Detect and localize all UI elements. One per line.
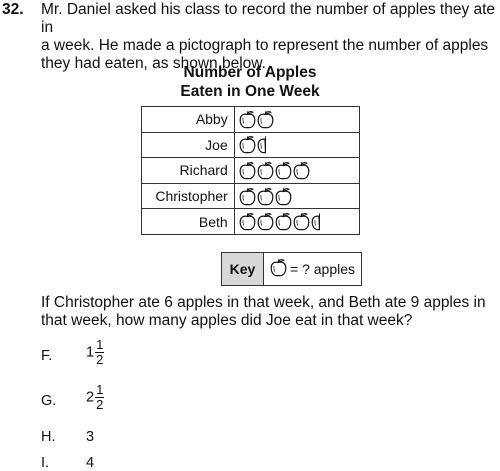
pictograph-table	[141, 106, 360, 235]
pictograph-row	[142, 209, 360, 235]
pictograph-row	[142, 107, 360, 133]
option-whole: 2	[86, 389, 95, 406]
question-stem-line: Mr. Daniel asked his class to record the number of apples they ate in	[41, 1, 496, 36]
fraction-denominator: 2	[96, 397, 104, 412]
pictograph-title-line-2: Eaten in One Week	[180, 83, 320, 100]
apple-icon	[257, 213, 275, 230]
question-prompt-line: that week, how many apples did Joe eat in that week?	[41, 312, 413, 329]
row-name: Abby	[142, 107, 235, 133]
option-value	[86, 429, 94, 445]
key-text: = ? apples	[290, 261, 355, 277]
question-stem-line: they had eaten, as shown below.	[41, 55, 266, 72]
apple-icon	[239, 111, 257, 128]
row-name: Richard	[142, 158, 235, 184]
option-value	[86, 383, 104, 412]
apple-icon	[257, 111, 275, 128]
row-icons	[234, 107, 359, 133]
pictograph-row	[142, 158, 360, 184]
row-icons	[234, 158, 359, 184]
fraction-numerator: 1	[96, 382, 104, 397]
fraction-denominator: 2	[96, 352, 104, 367]
row-icons	[234, 132, 359, 158]
pictograph-row	[142, 183, 360, 209]
question-prompt	[41, 294, 496, 330]
apple-icon	[275, 162, 293, 179]
question-stem-line: a week. He made a pictograph to represent the number of apples	[41, 37, 489, 54]
question-prompt-line: If Christopher ate 6 apples in that week, and Beth ate 9 apples in	[41, 294, 486, 311]
question-number: 32.	[2, 1, 24, 18]
pictograph-key	[221, 252, 362, 286]
row-icons	[234, 209, 359, 235]
apple-icon	[239, 162, 257, 179]
option-letter: F.	[41, 348, 53, 364]
question-stem	[41, 1, 496, 73]
option-value	[86, 338, 104, 367]
row-name: Joe	[142, 132, 235, 158]
option-whole: 1	[86, 344, 95, 361]
option-letter: H.	[41, 429, 56, 445]
apple-icon	[257, 187, 275, 204]
option-letter: G.	[41, 393, 57, 409]
option-fraction	[95, 338, 104, 367]
option-letter: I.	[41, 455, 50, 471]
pictograph-title-line-1: Number of Apples	[183, 64, 317, 81]
option-whole: 4	[86, 455, 95, 471]
apple-icon	[270, 258, 290, 280]
row-name: Christopher	[142, 183, 235, 209]
apple-icon	[275, 213, 293, 230]
key-label: Key	[222, 253, 264, 285]
row-name: Beth	[142, 209, 235, 235]
option-value	[86, 455, 94, 471]
fraction-numerator: 1	[96, 337, 104, 352]
pictograph-row	[142, 132, 360, 158]
apple-icon	[239, 213, 257, 230]
apple-icon	[239, 187, 257, 204]
apple-icon	[239, 136, 257, 153]
row-icons	[234, 183, 359, 209]
half-apple-icon	[257, 136, 267, 153]
option-fraction	[95, 383, 104, 412]
apple-icon	[257, 162, 275, 179]
apple-icon	[275, 187, 293, 204]
option-whole: 3	[86, 429, 95, 445]
apple-icon	[293, 213, 311, 230]
half-apple-icon	[311, 213, 321, 230]
key-body	[264, 253, 361, 285]
apple-icon	[293, 162, 311, 179]
